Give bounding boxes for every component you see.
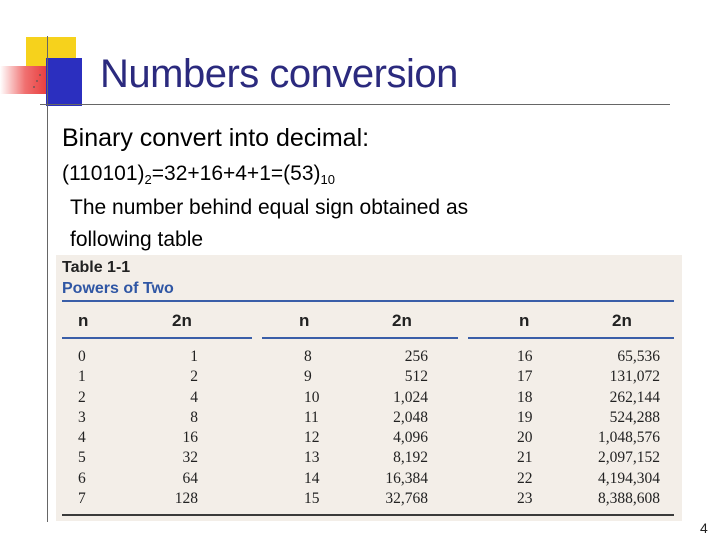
table-cell: 65,536 [617, 348, 660, 365]
table-cell: 14 [304, 469, 320, 487]
table-cell: 524,288 [609, 408, 660, 426]
table-subtitle: Powers of Two [62, 280, 174, 297]
table-cell: 16,384 [385, 469, 428, 487]
table-cell: 2 [190, 368, 198, 386]
table-cell: 128 [174, 490, 198, 508]
table-cell: 32 [182, 449, 198, 467]
table-cell: 10 [304, 388, 320, 406]
table-cell: 17 [517, 368, 533, 386]
header-rule-2 [262, 337, 458, 339]
table-cell: 1 [78, 368, 86, 386]
table-cell: 21 [517, 449, 533, 467]
table-cell: 1,048,576 [598, 429, 660, 447]
table-cell: 12 [304, 429, 320, 447]
header-rule-1 [62, 337, 252, 339]
table-cell: 64 [182, 469, 198, 487]
table-cell: 2,097,152 [598, 449, 660, 467]
header-n-3: n [519, 311, 530, 330]
table-cell: 131,072 [609, 368, 660, 386]
header-n-1: n [78, 311, 89, 330]
n-column-3 [517, 347, 533, 509]
header-rule-3 [468, 337, 674, 339]
table-cell: 9 [304, 368, 312, 386]
table-cell: 7 [78, 490, 86, 508]
conversion-formula [62, 162, 335, 187]
n-column-2 [304, 347, 320, 509]
decor-horizontal-line [40, 104, 670, 105]
decor-dots [30, 72, 44, 94]
formula-base-10: 10 [320, 172, 335, 187]
table-cell: 23 [517, 490, 533, 508]
table-cell: 11 [304, 408, 319, 426]
decor-vertical-line [47, 36, 48, 522]
table-cell: 8 [190, 408, 198, 426]
table-cell: 19 [517, 408, 533, 426]
table-bottom-rule [62, 514, 674, 516]
header-n-2: n [299, 311, 310, 330]
table-cell: 4 [190, 388, 198, 406]
header-2n-2: 2n [392, 311, 412, 330]
table-cell: 15 [304, 490, 320, 508]
header-2n-3: 2n [612, 311, 632, 330]
slide-note: The number behind equal sign obtained as following table [70, 196, 469, 251]
table-cell: 8 [304, 348, 312, 365]
table-cell: 8,388,608 [598, 490, 660, 508]
n-column-1 [78, 347, 86, 509]
header-2n-1: 2n [172, 311, 192, 330]
powers-of-two-table [56, 255, 682, 521]
table-cell: 5 [78, 449, 86, 467]
table-cell: 0 [78, 348, 86, 365]
table-cell: 1 [190, 348, 198, 365]
table-top-rule [62, 300, 674, 302]
table-cell: 2,048 [393, 408, 428, 426]
table-cell: 4,096 [393, 429, 428, 447]
table-cell: 13 [304, 449, 320, 467]
table-cell: 3 [78, 408, 86, 426]
formula-base-2: 2 [144, 172, 152, 187]
table-cell: 20 [517, 429, 533, 447]
table-cell: 256 [404, 348, 428, 365]
formula-sum: =32+16+4+1=(53) [151, 162, 321, 185]
slide-title: Numbers conversion [100, 52, 458, 96]
table-cell: 512 [404, 368, 428, 386]
table-cell: 18 [517, 388, 533, 406]
slide-subtitle: Binary convert into decimal: [62, 124, 370, 152]
value-column-3 [576, 347, 660, 509]
table-cell: 8,192 [393, 449, 428, 467]
table-cell: 4,194,304 [598, 469, 660, 487]
table-cell: 4 [78, 429, 86, 447]
decor-blue-square [46, 58, 82, 106]
table-cell: 2 [78, 388, 86, 406]
value-column-2 [366, 347, 428, 509]
table-cell: 6 [78, 469, 86, 487]
table-cell: 22 [517, 469, 533, 487]
table-cell: 16 [182, 429, 198, 447]
formula-binary: (110101) [62, 162, 145, 185]
table-cell: 1,024 [393, 388, 428, 406]
table-caption: Table 1-1 [62, 259, 131, 276]
table-cell: 32,768 [385, 490, 428, 508]
table-cell: 16 [517, 348, 533, 365]
value-column-1 [146, 347, 198, 509]
table-cell: 262,144 [609, 388, 660, 406]
page-number: 4 [700, 520, 708, 536]
